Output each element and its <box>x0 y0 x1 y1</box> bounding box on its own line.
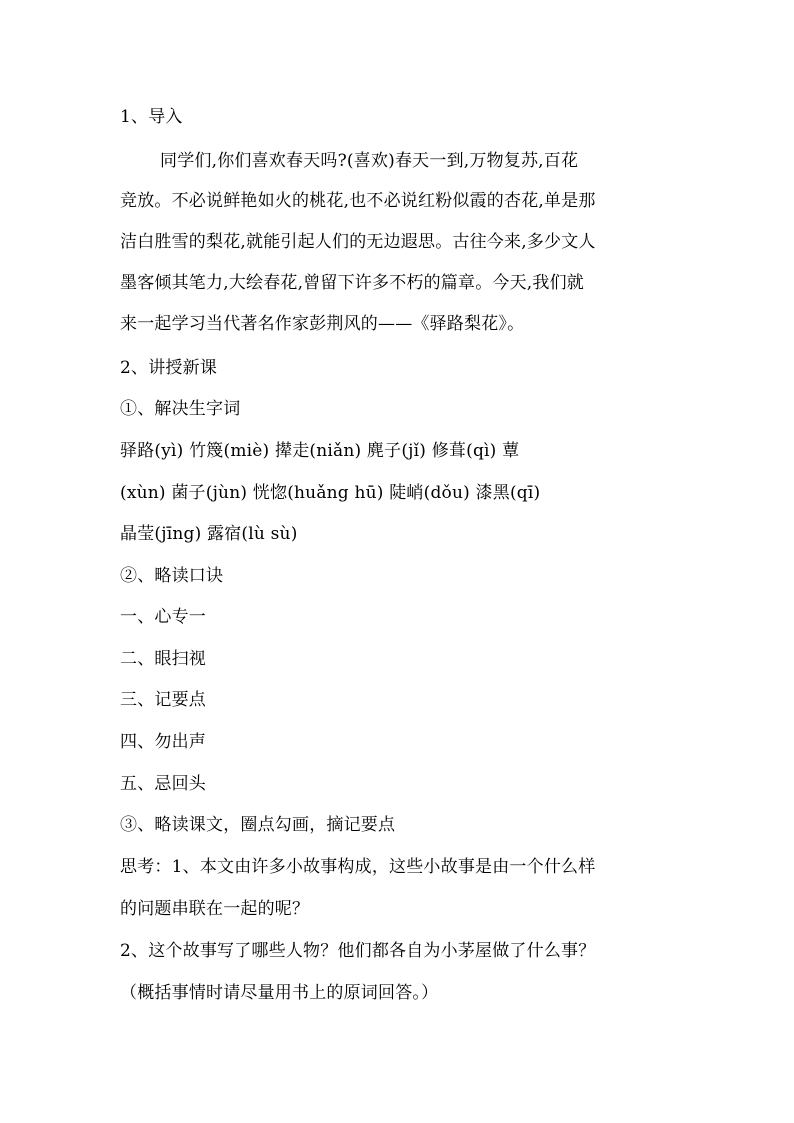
intro-paragraph-line: 洁白胜雪的梨花,就能引起人们的无边遐思。古往今来,多少文人 <box>120 232 596 252</box>
question-two-note: （概括事情时请尽量用书上的原词回答。） <box>120 983 439 1003</box>
mnemonic-item: 二、眼扫视 <box>120 649 206 669</box>
vocabulary-line: (xùn) 菌子(jùn) 恍惚(huǎng hū) 陡峭(dǒu) 漆黑(qī) <box>120 483 541 503</box>
intro-paragraph-line: 同学们,你们喜欢春天吗?(喜欢)春天一到,万物复苏,百花 <box>160 151 579 171</box>
think-question-line: 的问题串联在一起的呢？ <box>120 899 310 919</box>
vocabulary-line: 晶莹(jīng) 露宿(lù sù) <box>120 524 298 544</box>
subheading-vocabulary: ①、解决生字词 <box>120 399 241 419</box>
vocabulary-line: 驿路(yì) 竹篾(miè) 撵走(niǎn) 麂子(jǐ) 修葺(qì) 蕈 <box>120 441 520 461</box>
mnemonic-item: 三、记要点 <box>120 690 206 710</box>
think-question-line: 思考：1、本文由许多小故事构成，这些小故事是由一个什么样 <box>120 857 596 877</box>
intro-paragraph-line: 竞放。不必说鲜艳如火的桃花,也不必说红粉似霞的杏花,单是那 <box>120 191 596 211</box>
mnemonic-item: 五、忌回头 <box>120 774 206 794</box>
subheading-skim-text: ③、略读课文，圈点勾画，摘记要点 <box>120 815 396 835</box>
subheading-skimming-mnemonic: ②、略读口诀 <box>120 566 224 586</box>
section-heading-new-lesson: 2、讲授新课 <box>120 358 218 378</box>
mnemonic-item: 一、心专一 <box>120 607 206 627</box>
intro-paragraph-line: 来一起学习当代著名作家彭荆风的——《驿路梨花》。 <box>120 314 525 334</box>
intro-paragraph-line: 墨客倾其笔力,大绘春花,曾留下许多不朽的篇章。今天,我们就 <box>120 273 585 293</box>
section-heading-intro: 1、导入 <box>120 107 183 127</box>
question-two: 2、这个故事写了哪些人物？他们都各自为小茅屋做了什么事？ <box>120 941 596 961</box>
mnemonic-item: 四、勿出声 <box>120 732 206 752</box>
